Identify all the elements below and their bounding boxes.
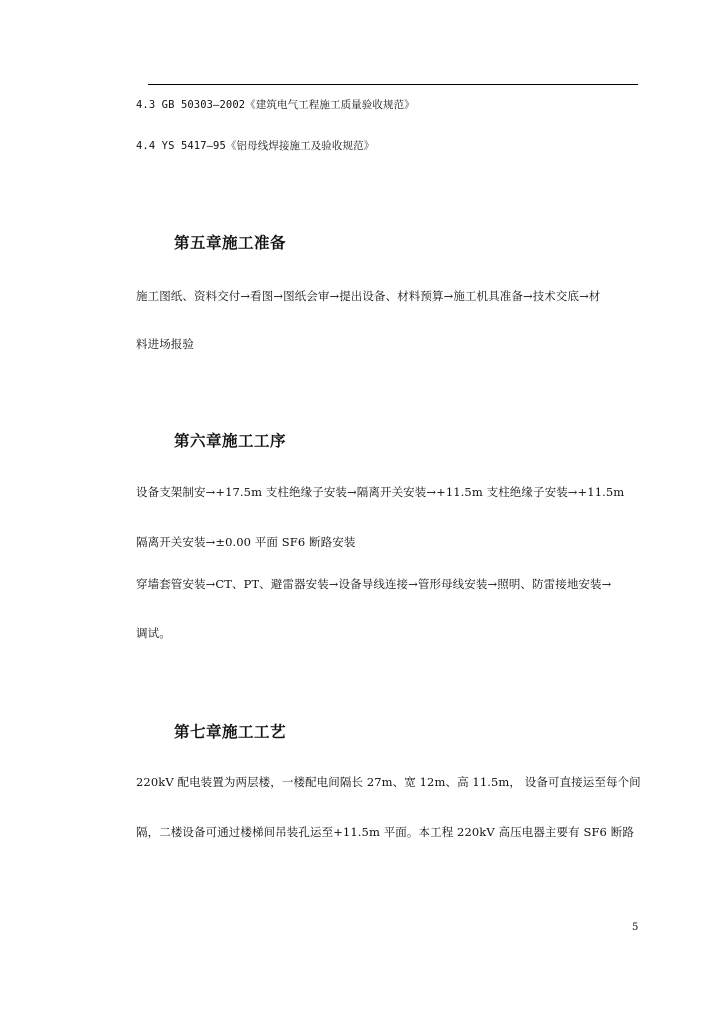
header-rule — [148, 84, 638, 85]
chapter-6-title: 第六章施工工序 — [174, 432, 287, 450]
chapter-5-line-1: 施工图纸、资料交付→看图→图纸会审→提出设备、材料预算→施工机具准备→技术交底→材 — [136, 289, 601, 303]
chapter-7-line-1: 220kV 配电装置为两层楼，一楼配电间隔长 27m、宽 12m、高 11.5m， 设备可直接运至每个间 — [136, 775, 641, 789]
page-number: 5 — [632, 922, 639, 933]
chapter-7-line-2: 隔，二楼设备可通过楼梯间吊装孔运至+11.5m 平面。本工程 220kV 高压电器主要有 SF6 断路 — [136, 825, 634, 839]
chapter-6-line-2: 隔离开关安装→±0.00 平面 SF6 断路安装 — [136, 535, 356, 549]
reference-4-3: 4.3 GB 50303—2002《建筑电气工程施工质量验收规范》 — [136, 99, 415, 111]
reference-4-4: 4.4 YS 5417—95《铝母线焊接施工及验收规范》 — [136, 140, 375, 152]
chapter-7-title: 第七章施工工艺 — [174, 723, 287, 741]
chapter-6-line-3: 穿墙套管安装→CT、PT、避雷器安装→设备导线连接→管形母线安装→照明、防雷接地安装→ — [136, 577, 612, 591]
chapter-5-title: 第五章施工准备 — [174, 234, 287, 252]
chapter-6-line-1: 设备支架制安→+17.5m 支柱绝缘子安装→隔离开关安装→+11.5m 支柱绝缘子安装→+11.5m — [136, 485, 625, 499]
chapter-5-line-2: 料进场报验 — [136, 337, 194, 351]
chapter-6-line-4: 调试。 — [136, 626, 171, 640]
